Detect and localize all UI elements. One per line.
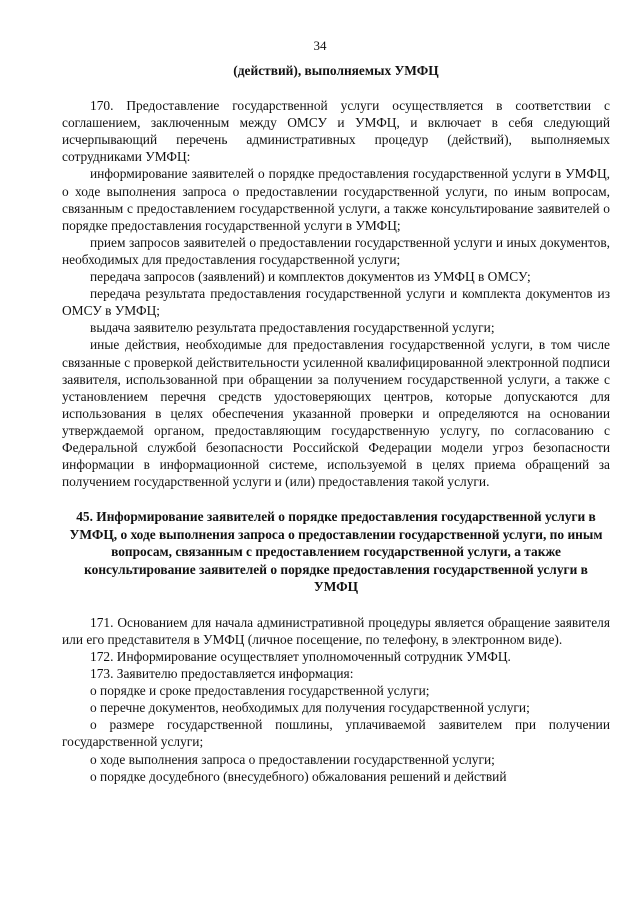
- list-item-transfer-to-umfc: передача результата предоставления государственной услуги и комплекта документов из ОМСУ в УМФЦ;: [62, 286, 610, 319]
- continued-heading: (действий), выполняемых УМФЦ: [233, 63, 439, 78]
- info-item-fee: о размере государственной пошлины, уплачиваемой заявителем при получении государственной услуги;: [62, 717, 610, 750]
- informing-block: [62, 614, 610, 785]
- info-item-documents: о перечне документов, необходимых для получения государственной услуги;: [90, 700, 530, 716]
- list-item-informing: информирование заявителей о порядке предоставления государственной услуги в УМФЦ, о ходе выполнения запроса о предоставлении государственной услуги, по иным вопросам, связанным с предоставлением государственной услуги, а также консультирование заявителей о порядке предоставления государственной услуги в УМФЦ;: [62, 166, 610, 233]
- list-item-other-actions: иные действия, необходимые для предоставления государственной услуги, в том числе связанные с проверкой действительности усиленной квалифицированной электронной подписи заявителя, использованной при обращении за получением государственной услуги, а также с установлением перечня средств удостоверяющих центров, которые допускаются для использования в целях обеспечения указанной проверки и определяются на основании утверждаемой органом, предоставляющим государственную услугу, по согласованию с Федеральной службой безопасности Российской Федерации модели угроз безопасности информации в информационной системе, используемой в целях приема обращений за получением государственной услуги и (или) предоставления такой услуги.: [62, 337, 610, 490]
- list-item-receiving: прием запросов заявителей о предоставлении государственной услуги и иных документов, необходимых для предоставления государственной услуги;: [62, 234, 610, 267]
- paragraph-171: 171. Основанием для начала административной процедуры является обращение заявителя или его представителя в УМФЦ (личное посещение, по телефону, в электронном виде).: [62, 614, 610, 647]
- paragraph-170: 170. Предоставление государственной услуги осуществляется в соответствии с соглашением, заключенным между ОМСУ и УМФЦ, и включает в себя следующий исчерпывающий перечень административных процедур (действий), выполняемых сотрудниками УМФЦ:: [62, 98, 610, 165]
- list-item-transfer-to-omsu: передача запросов (заявлений) и комплектов документов из УМФЦ в ОМСУ;: [90, 269, 531, 285]
- section-heading-45: 45. Информирование заявителей о порядке предоставления государственной услуги в УМФЦ, о ходе выполнения запроса о предоставлении государственной услуги, по иным вопросам, связанным с предоставлением государственной услуги, а также консультирование заявителей о порядке предоставления государственной услуги в УМФЦ: [69, 509, 603, 595]
- page-content: [62, 62, 610, 785]
- info-item-appeal: о порядке досудебного (внесудебного) обжалования решений и действий: [90, 768, 507, 784]
- info-item-procedure: о порядке и сроке предоставления государственной услуги;: [90, 683, 430, 699]
- list-item-issuance: выдача заявителю результата предоставления государственной услуги;: [90, 320, 495, 336]
- page-number: 34: [313, 38, 327, 53]
- info-item-progress: о ходе выполнения запроса о предоставлении государственной услуги;: [90, 751, 495, 767]
- paragraph-172: 172. Информирование осуществляет уполномоченный сотрудник УМФЦ.: [90, 648, 511, 664]
- procedures-block: [62, 97, 610, 490]
- paragraph-173: 173. Заявителю предоставляется информация:: [90, 666, 354, 682]
